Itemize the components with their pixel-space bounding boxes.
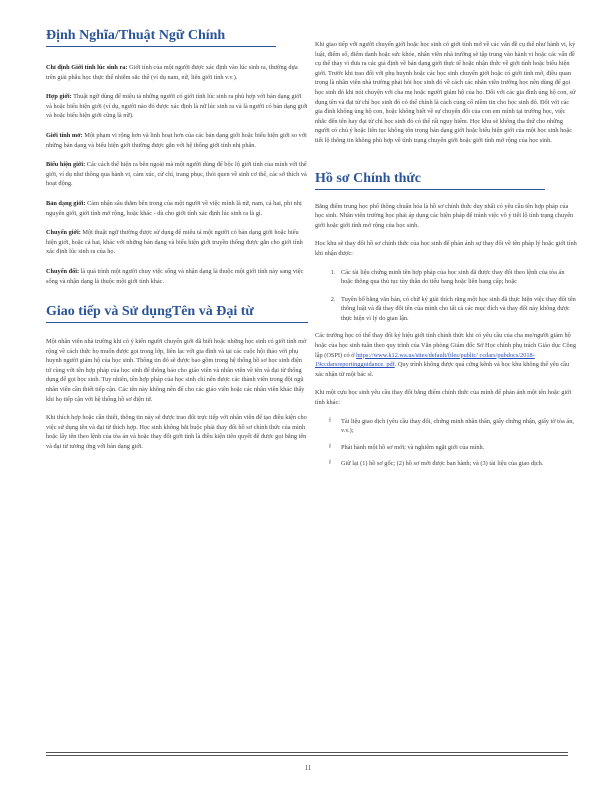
page-number: 11 [304, 764, 312, 772]
list-item: f Giữ lại (1) hồ sơ gốc; (2) hồ sơ mới được ban hành; và (3) tài liệu của giao dịch. [331, 459, 577, 469]
footer-divider [46, 755, 568, 756]
list-item: 2. Tuyên bố bằng văn bản, có chữ ký giải thích rằng một học sinh đã thực hiện việc thay đổi tên thông luật và đã thay đổi tên của mình cho tất cả các mục đích và thay đổi này không được thực hiện vì lý do gian lận. [337, 295, 577, 324]
names-paragraph-1: Một nhân viên nhà trường khi có ý kiến người chuyển giới đã biết hoặc những học sinh có giới tính mở rộng về cách thức họ muốn được gọi trong lớp, liên lạc với gia đình và tại các cuộc hội thảo với phụ huynh người giám hộ của học sinh. Thông tin đó sẽ được bao gồm trong hệ thống hồ sơ học sinh điện tử cùng với tên hợp pháp của học sinh để thông báo cho giáo viên và nhân viên về tên và đại từ thống dụng để gọi học sinh. Tuy nhiên, tên hợp pháp của học sinh chỉ nên được các thành viên trong đội ngũ nhân viên cần thiết tiếp cận. Các tên này không nên để cho các giáo viên hoặc các nhân viên khác thấy khi họ tiếp cận với hệ thống hồ sơ điện tử. [46, 338, 307, 403]
term-gender-expression [46, 160, 308, 189]
change-requirements-list [315, 268, 577, 324]
communication-paragraph: Khi giao tiếp với người chuyển giới hoặc học sinh có giới tính mở về các vấn đề cụ thể như hành vi, kỷ luật, điểm số, điểm danh hoặc sức khỏe, nhân viên nhà trường sẽ tập trung vào hành vi hoặc các vấn đề cụ thể thay vì đưa ra các giả định về bản dạng giới thực tế hoặc nhận thức về giới tính hoặc biểu hiện giới. Trước khi trao đổi với phụ huynh hoặc các học sinh chuyển giới hoặc có giới tính mở, điều quan trọng là nhân viên nhà trường phải hỏi học sinh đó về cách các nhân viên trường học nên dùng để gọi học sinh đó khi nói chuyện với cha mẹ hoặc người giám hộ của họ. Đối với các gia đình ủng hộ con, sử dụng tên và đại từ chỉ học sinh đó có thể chính là cách củng cố niềm tin cho học sinh đó. Đối với các gia đình không ủng hộ con, hoặc không biết về sự chuyển đổi của con em mình tại trường học, việc nhắc đến tên hay đại từ chỉ học sinh đó có thể rất nguy hiểm. Học khu sẽ không tha thứ cho những người có chủ ý hoặc liên tục không tôn trọng bản dạng giới hoặc biểu hiện giới của một học sinh hoặc tiết lộ thông tin không phù hợp về tình trạng chuyển giới hoặc giới tính mở rộng của học sinh. [315, 41, 576, 144]
term-definition: Giới tính của một người được xác định vào lúc sinh ra, thường dựa trên giải phẫu học thực thể nhiễm sắc thể (ví dụ nam, nữ, liên giới tính v.v.). [46, 64, 298, 81]
records-paragraph-1: Bằng điểm trung học phổ thông chuẩn hóa là hồ sơ chính thức duy nhất có yêu cầu tên hợp pháp của học sinh. Nhân viên trường học phải áp dụng các biện pháp để tránh việc vô ý tiết lộ tình trạng chuyển giới hoặc giới tính mở rộng của học sinh. [315, 202, 574, 229]
term-label: Chuyển giới: [46, 229, 81, 237]
records-paragraph-2: Học khu sẽ thay đổi hồ sơ chính thức của học sinh để phản ánh sự thay đổi về tên pháp lý hoặc giới tính khi nhận được: [315, 240, 577, 257]
term-label: Biểu hiện giới: [46, 161, 86, 169]
term-label: Chuyển đổi: [46, 267, 80, 275]
term-label: Giới tính mở: [46, 131, 83, 139]
term-transgender [46, 228, 308, 257]
osfi-guidance-link[interactable]: https://www.k12.wa.us/sites/default/files/public/ ccdars/pubdocs/2018-19ccdarsreportingguidance. pdf [315, 351, 535, 369]
footer-divider [46, 752, 568, 753]
term-definition: Một thuật ngữ thường được sử dụng để miêu tả một người có bản dạng giới hoặc biểu hiện giới, hoặc cả hai, khác với những bản dạng và biểu hiện giới truyền thống được gắn cho giới tính xác định lúc sinh ra của họ. [46, 229, 303, 256]
list-item: 1. Các tài liệu chứng minh tên hợp pháp của học sinh đã được thay đổi theo lệnh của tòa án hoặc thông qua thủ tục tùy thân do tiểu bang hoặc liên bang cấp; hoặc [337, 268, 577, 287]
term-gender-identity [46, 199, 308, 218]
definitions-title: Định Nghĩa/Thuật Ngữ Chính [46, 28, 276, 47]
names-paragraph-2: Khi thích hợp hoặc cần thiết, thông tin này sẽ được trao đổi trực tiếp với nhân viên để tạo điều kiện cho việc sử dụng tên và đại từ thích hợp. Học sinh không bắt buộc phải thay đổi hồ sơ chính thức của mình hoặc lấy tên theo lệnh của tòa án và hoặc thay đổi giới tính là điều kiện tiên quyết để được gọi bằng tên và đại từ tương ứng với bản dạng giới. [46, 414, 307, 451]
term-gender-expansive [46, 131, 308, 150]
names-pronouns-title: Giao tiếp và Sử dụngTên và Đại từ [46, 304, 308, 323]
left-column [46, 28, 308, 461]
term-assigned-sex [46, 63, 308, 82]
term-definition: Một phạm vi rộng hơn và linh hoạt hơn của các bản dạng giới hoặc biểu hiện giới so với những bản dạng và biểu hiện giới thường được gắn với hệ thống giới tính nhị phân. [46, 131, 307, 149]
list-item: f Tài liệu giao dịch (yêu cầu thay đổi, chứng minh nhân thân, giấy chứng nhận, giấy tờ tòa án, v.v.); [331, 417, 577, 436]
former-student-paragraph: Khi một cựu học sinh yêu cầu thay đổi bằng điểm chính thức của mình để phản ánh một tên hoặc giới tính khác: [315, 389, 572, 407]
term-cisgender [46, 92, 308, 121]
osfi-text-start: Các trường học có thể thay đổi ký hiệu giới tính chính thức khi có yêu cầu của cha mẹ/người giám hộ hoặc của học sinh tuân theo quy trình của Văn phòng Giám đốc Sở Học chính phụ trách Giáo dục Công lập (OSPI) có ở [315, 332, 576, 359]
term-definition: Thuật ngữ dùng để miêu tả những người có giới tính lúc sinh ra phù hợp với bản dạng giới và hoặc biểu hiện giới (ví dụ, người nào đó được xác định là nữ lúc sinh ra và là người có bản dạng giới và hoặc biểu hiện giới cũng là nữ). [46, 93, 308, 120]
term-label: Bản dạng giới: [46, 199, 86, 207]
official-records-title: Hồ sơ Chính thức [315, 171, 545, 190]
term-definition: là quá trình một người chuy việc sống và nhận dạng là thuộc một giới tính này sang việc sống và nhận dạng là thuộc một giới tính khác. [46, 267, 304, 285]
list-item: f Phát hành một hồ sơ mới; và nghiêm ngặt giới của mình. [331, 443, 577, 453]
right-column [315, 40, 577, 476]
term-label: Hợp giới: [46, 93, 72, 101]
term-transition [46, 267, 308, 286]
osfi-text-end: . Quy trình không được quá cứng kênh và học khu không thể yêu cầu xác nhận từ một bác sĩ. [315, 361, 570, 378]
former-student-list [315, 417, 577, 469]
term-label: Chỉ định Giới tính lúc sinh ra: [46, 64, 128, 71]
term-definition: Cảm nhận sâu thẳm bên trong của một người về việc mình là nữ, nam, cả hai, phi nhị nguyên giới, giới tính mở rộng, hoặc khác - dù cho giới tính xác định lúc sinh ra là gì. [46, 199, 302, 217]
osfi-paragraph [315, 331, 577, 379]
term-definition: Các cách thể hiện ra bên ngoài mà một người dùng để bộc lộ giới tính của mình với thế giới, ví dụ như thông qua hành vi, cảm xúc, cử chỉ, trang phục, thói quen về sinh cơ thể, các sở thích và hoạt động. [46, 161, 307, 188]
